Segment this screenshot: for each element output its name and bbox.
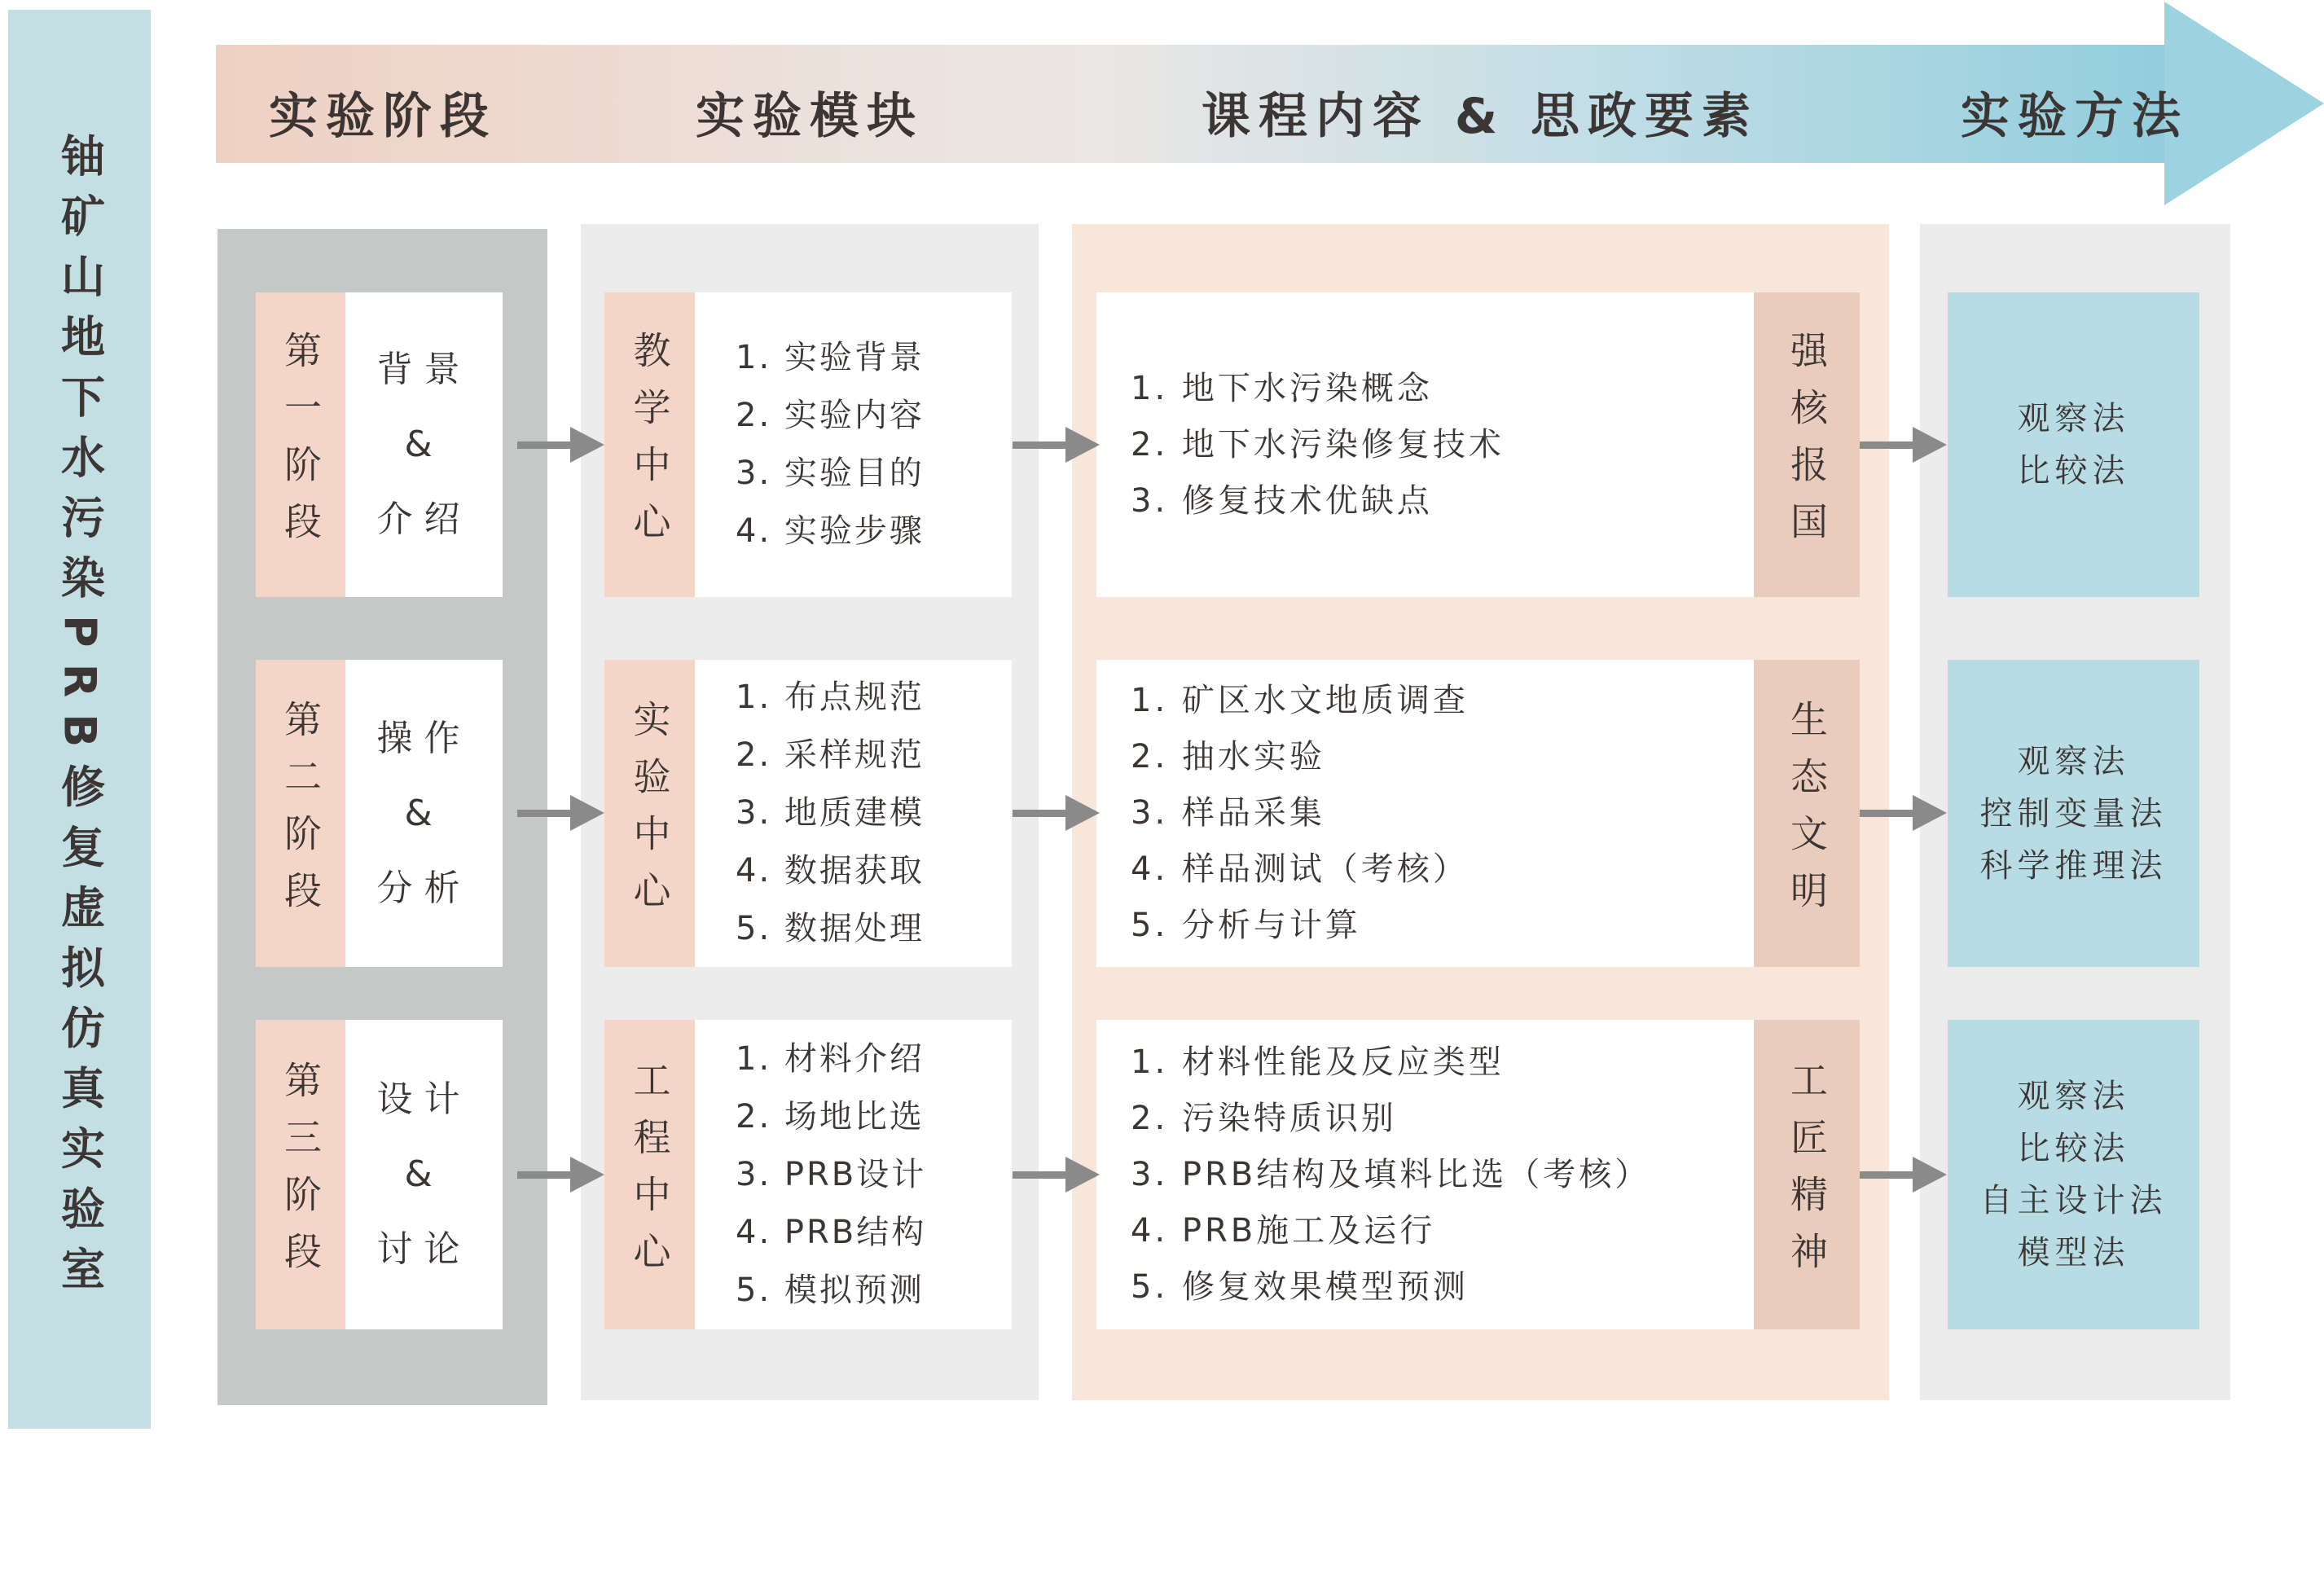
method-line: 模型法	[2017, 1234, 2130, 1272]
flow-arrow	[1013, 795, 1100, 831]
module-label-box	[604, 292, 695, 597]
module-items-box	[695, 292, 1012, 597]
stage-label-box	[256, 660, 345, 967]
module-label-box	[604, 660, 695, 967]
method-line: 观察法	[2017, 742, 2130, 780]
content-item: 1. 材料性能及反应类型	[1131, 1043, 1505, 1081]
header-arrow-band	[216, 45, 2164, 163]
arrow-shaft	[517, 810, 572, 817]
header-label-content-ideology: 课程内容 & 思政要素	[1201, 88, 1759, 145]
flow-arrow	[1860, 427, 1947, 463]
content-item: 4. PRB施工及运行	[1131, 1211, 1436, 1250]
module-items-box	[695, 1020, 1012, 1329]
module-label-box	[604, 1020, 695, 1329]
arrow-shaft	[1013, 810, 1067, 817]
method-line: 自主设计法	[1979, 1182, 2168, 1219]
module-item: 5. 数据处理	[736, 910, 925, 947]
content-items-box	[1096, 292, 1754, 597]
module-item: 2. 采样规范	[736, 736, 925, 774]
flow-arrow	[517, 427, 604, 463]
stage-desc-line: &	[404, 1153, 444, 1195]
arrow-head-icon	[1913, 1157, 1947, 1193]
method-line: 观察法	[2017, 1078, 2130, 1115]
header-label-stages: 实验阶段	[269, 88, 497, 145]
stage-desc-line: 讨论	[376, 1228, 472, 1270]
stage-label-box	[256, 292, 345, 597]
ideology-label: 生态文明	[1785, 699, 1829, 928]
ideology-label-box	[1754, 660, 1860, 967]
arrow-head-icon	[1065, 427, 1100, 463]
stage-desc-line: 设计	[376, 1078, 472, 1120]
content-item: 2. 地下水污染修复技术	[1131, 425, 1505, 463]
ideology-label-box	[1754, 292, 1860, 597]
stage-label: 第三阶段	[279, 1061, 323, 1289]
content-items-box	[1096, 1020, 1754, 1329]
lab-title-bar	[8, 10, 151, 1429]
ideology-label-box	[1754, 1020, 1860, 1329]
content-item: 5. 分析与计算	[1131, 907, 1361, 944]
arrow-shaft	[1013, 1171, 1067, 1179]
content-item: 4. 样品测试（考核）	[1131, 850, 1469, 888]
module-item: 4. PRB结构	[736, 1213, 927, 1251]
stage-label: 第一阶段	[279, 331, 323, 559]
content-item: 3. 样品采集	[1131, 794, 1325, 832]
content-items-box	[1096, 660, 1754, 967]
module-item: 1. 材料介绍	[736, 1039, 925, 1078]
module-item: 3. 地质建模	[736, 794, 925, 832]
header-label-modules: 实验模块	[696, 88, 924, 145]
arrow-shaft	[517, 1171, 572, 1179]
module-item: 4. 数据获取	[736, 852, 925, 890]
header-label-methods: 实验方法	[1961, 88, 2189, 145]
methods-box	[1948, 660, 2199, 967]
content-item: 2. 抽水实验	[1131, 738, 1325, 775]
module-item: 3. 实验目的	[736, 455, 925, 492]
methods-box	[1948, 292, 2199, 597]
content-item: 2. 污染特质识别	[1131, 1099, 1397, 1137]
flow-arrow	[1860, 1157, 1947, 1193]
module-item: 4. 实验步骤	[736, 512, 925, 550]
module-item: 2. 实验内容	[736, 397, 925, 434]
stage-desc-box	[345, 292, 503, 597]
method-line: 观察法	[2017, 400, 2130, 437]
flow-arrow	[1013, 427, 1100, 463]
method-line: 比较法	[2017, 1130, 2130, 1167]
stage-label-box	[256, 1020, 345, 1329]
stage-desc-line: 介绍	[376, 499, 472, 540]
arrow-head-icon	[1065, 795, 1100, 831]
arrow-shaft	[517, 441, 572, 449]
flow-arrow	[517, 1157, 604, 1193]
arrow-shaft	[1860, 1171, 1914, 1179]
arrow-head-icon	[570, 427, 604, 463]
module-items-box	[695, 660, 1012, 967]
stage-desc-line: &	[404, 424, 444, 465]
content-item: 3. 修复技术优缺点	[1131, 481, 1433, 520]
content-item: 1. 矿区水文地质调查	[1131, 682, 1469, 719]
module-item: 2. 场地比选	[736, 1097, 925, 1136]
module-label: 实验中心	[627, 699, 672, 928]
stage-desc-box	[345, 1020, 503, 1329]
arrow-head-icon	[1913, 795, 1947, 831]
arrow-shaft	[1013, 441, 1067, 449]
content-item: 1. 地下水污染概念	[1131, 369, 1433, 407]
flow-arrow	[1013, 1157, 1100, 1193]
arrow-head-icon	[570, 1157, 604, 1193]
module-item: 1. 实验背景	[736, 339, 925, 376]
stage-desc-box	[345, 660, 503, 967]
arrow-shaft	[1860, 441, 1914, 449]
module-item: 5. 模拟预测	[736, 1271, 925, 1309]
method-line: 科学推理法	[1979, 846, 2168, 885]
flow-arrow	[517, 795, 604, 831]
ideology-label: 强核报国	[1785, 331, 1829, 559]
methods-box	[1948, 1020, 2199, 1329]
stage-desc-line: &	[404, 792, 444, 834]
lab-title: 铀矿山地下水污染PRB修复虚拟仿真实验室	[54, 132, 106, 1307]
content-item: 3. PRB结构及填料比选（考核）	[1131, 1155, 1651, 1193]
content-item: 5. 修复效果模型预测	[1131, 1267, 1469, 1306]
ideology-label: 工匠精神	[1785, 1061, 1829, 1289]
arrow-shaft	[1860, 810, 1914, 817]
stage-desc-line: 操作	[376, 717, 472, 759]
method-line: 比较法	[2017, 452, 2130, 490]
arrow-head-icon	[1065, 1157, 1100, 1193]
module-item: 1. 布点规范	[736, 679, 925, 716]
arrow-head-icon	[570, 795, 604, 831]
module-label: 工程中心	[627, 1061, 672, 1289]
stage-label: 第二阶段	[279, 699, 323, 928]
method-line: 控制变量法	[1979, 794, 2168, 832]
arrow-head-icon	[1913, 427, 1947, 463]
module-label: 教学中心	[627, 331, 672, 559]
stage-desc-line: 分析	[376, 867, 472, 909]
module-item: 3. PRB设计	[736, 1155, 927, 1193]
stage-desc-line: 背景	[376, 349, 472, 390]
flow-arrow	[1860, 795, 1947, 831]
